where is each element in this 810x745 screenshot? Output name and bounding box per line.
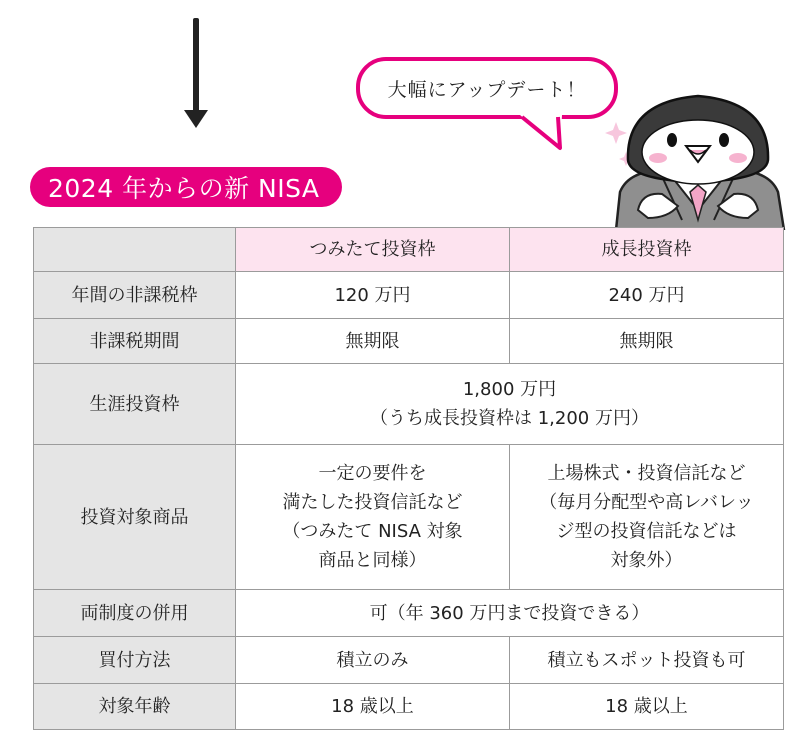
speech-bubble (356, 57, 618, 119)
lifetime-limit-total: 1,800 万円 (462, 379, 557, 400)
cell-lifetime-limit-merged (236, 364, 784, 445)
row-label-tax-exempt-period: 非課税期間 (34, 319, 236, 364)
text-line: （つみたて NISA 対象 (282, 521, 463, 542)
cell-seicho-purchase-method: 積立もスポット投資も可 (510, 637, 784, 684)
cell-tsumitate-purchase-method: 積立のみ (236, 637, 510, 684)
speech-bubble-text: 大幅にアップデート！ (387, 78, 587, 101)
table-row (34, 684, 784, 730)
column-header-tsumitate: つみたて投資枠 (236, 228, 510, 272)
penguin-mascot (598, 80, 798, 230)
table-row (34, 364, 784, 445)
lifetime-limit-note: （うち成長投資枠は 1,200 万円） (370, 408, 649, 429)
text-line: （毎月分配型や高レバレッ (539, 492, 754, 513)
nisa-comparison-table (33, 227, 784, 730)
column-header-seicho: 成長投資枠 (510, 228, 784, 272)
cell-seicho-annual-limit: 240 万円 (510, 272, 784, 319)
cell-tsumitate-eligible-age: 18 歳以上 (236, 684, 510, 730)
cell-seicho-eligible-products (510, 445, 784, 590)
row-label-eligible-products: 投資対象商品 (34, 445, 236, 590)
text-line: 満たした投資信託など (282, 492, 463, 513)
cell-tsumitate-eligible-products (236, 445, 510, 590)
table-row (34, 272, 784, 319)
row-label-combined-use: 両制度の併用 (34, 590, 236, 637)
table-row (34, 590, 784, 637)
row-label-eligible-age: 対象年齢 (34, 684, 236, 730)
cell-seicho-tax-exempt-period: 無期限 (510, 319, 784, 364)
text-line: 上場株式・投資信託など (547, 463, 746, 484)
table-corner-cell (34, 228, 236, 272)
text-line: ジ型の投資信託などは (556, 521, 737, 542)
cell-tsumitate-tax-exempt-period: 無期限 (236, 319, 510, 364)
text-line: 対象外） (610, 550, 683, 571)
table-header-row (34, 228, 784, 272)
section-title (30, 167, 342, 207)
table-row (34, 637, 784, 684)
row-label-annual-limit: 年間の非課税枠 (34, 272, 236, 319)
section-title-text: 2024 年からの新 NISA (48, 174, 320, 203)
cell-seicho-eligible-age: 18 歳以上 (510, 684, 784, 730)
row-label-purchase-method: 買付方法 (34, 637, 236, 684)
text-line: 商品と同様） (318, 550, 427, 571)
cell-combined-use-merged: 可（年 360 万円まで投資できる） (236, 590, 784, 637)
table-row (34, 445, 784, 590)
row-label-lifetime-limit: 生涯投資枠 (34, 364, 236, 445)
text-line: 一定の要件を (318, 463, 427, 484)
cell-tsumitate-annual-limit: 120 万円 (236, 272, 510, 319)
table-row (34, 319, 784, 364)
